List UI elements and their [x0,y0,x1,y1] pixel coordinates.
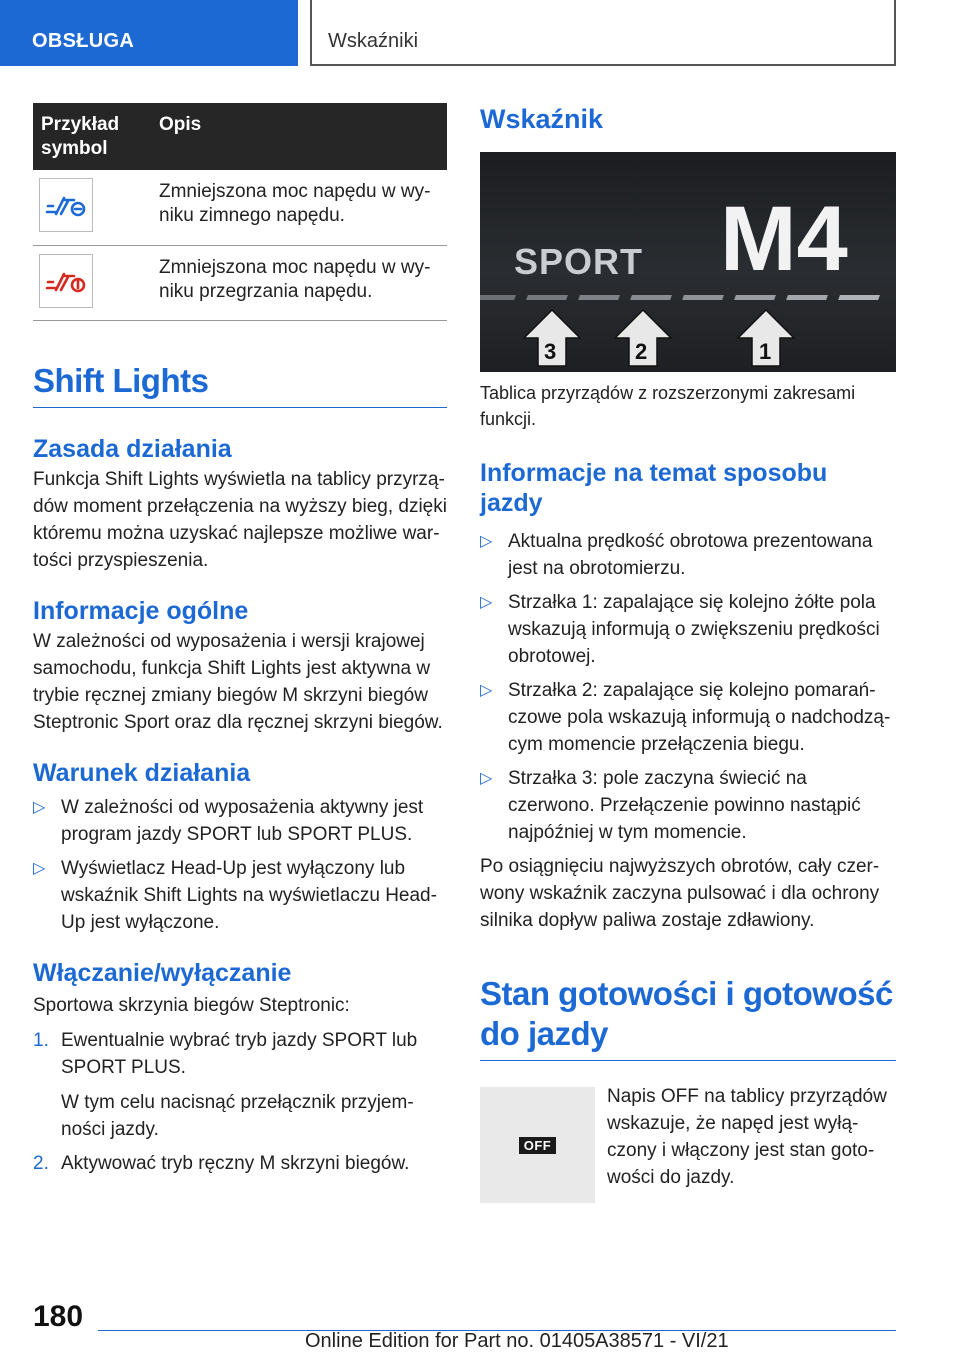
column-header-symbol: Przykład symbol [33,103,151,170]
list-item: ▷ Strzałka 2: zapalające się kolejno pomarańczowe pola wskazują informują o nadchodzącym momencie przełączenia biegu. [480,677,896,758]
principle-text: Funkcja Shift Lights wyświetla na tablicy przyrządów moment przełączenia na wyższy bieg, dzięki któremu można uzyskać najlepsze możliwe wartości przyspieszenia. [33,468,447,571]
step-number: 1. [33,1029,49,1051]
heading-general: Informacje ogólne [33,596,249,625]
general-text: W zależności od wyposażenia i wersji krajowej samochodu, funkcja Shift Lights jest aktywna w trybie ręcznej zmiany biegów M skrzyni biegów Steptronic Sport oraz dla ręcznej skrzyni biegów. [33,630,443,733]
list-item: ▷ W zależności od wyposażenia aktywny jest program jazdy SPORT lub SPORT PLUS. [33,794,447,848]
off-label: OFF [519,1137,557,1154]
driving-info-list [480,528,896,846]
table-header-row [33,103,447,170]
heading-principle: Zasada działania [33,434,232,463]
reduced-power-overheat-icon [39,254,93,308]
onoff-steps [33,1027,447,1177]
chapter-title: Wskaźniki [328,30,419,52]
symbol-table [33,103,447,321]
model-label: M4 [720,188,848,290]
instrument-cluster-image [480,152,896,372]
heading-onoff: Włączanie/wyłączanie [33,958,292,987]
list-item: ▷ Strzałka 1: zapalające się kolejno żółte pola wskazują informują o zwiększeniu prędkości obrotowej. [480,589,896,670]
list-item: ▷ Wyświetlacz Head-Up jest wyłączony lub wskaźnik Shift Lights na wyświetlaczu Head-Up jest wyłączone. [33,855,447,936]
readiness-text: Napis OFF na tablicy przyrządów wskazuje, że napęd jest wyłączony i włączony jest stan gotowości do jazdy. [607,1086,887,1188]
list-item [33,1150,447,1177]
table-row [33,245,447,320]
chapter-tab [310,0,896,66]
row-description: Zmniejszona moc napędu w wyniku przegrzania napędu. [151,245,447,320]
section-tab [0,0,298,66]
section-title-shift-lights: Shift Lights [33,361,447,408]
sport-mode-label: SPORT [514,241,644,282]
arrow-1-icon [738,310,794,366]
right-column [480,100,896,1203]
arrow-2-icon [615,310,671,366]
list-item: ▷ Aktualna prędkość obrotowa prezentowana jest na obrotomierzu. [480,528,896,582]
onoff-intro: Sportowa skrzynia biegów Steptronic: [33,994,350,1016]
arrow-3-label: 3 [544,339,557,364]
heading-indicator: Wskaźnik [480,104,604,134]
shift-light-bar [480,295,880,300]
step-text: Ewentualnie wybrać tryb jazdy SPORT lub SPORT PLUS. [61,1029,418,1078]
list-item: ▷ Strzałka 3: pole zaczyna świecić na czerwono. Przełączenie powinno nastąpić najpóźniej w tym momencie. [480,765,896,846]
column-header-description: Opis [151,103,447,170]
condition-list [33,794,447,936]
step-number: 2. [33,1152,49,1174]
page-header [0,0,960,66]
arrow-1-label: 1 [759,339,772,364]
image-caption: Tablica przyrządów z rozszerzonymi zakresami funkcji. [480,383,856,429]
reduced-power-cold-icon [39,178,93,232]
edition-text: Online Edition for Part no. 01405A38571 - VI/21 [305,1330,729,1352]
step-text: Aktywować tryb ręczny M skrzyni biegów. [61,1152,410,1174]
page-number: 180 [33,1300,84,1333]
readiness-block [480,1087,896,1203]
heading-condition: Warunek działania [33,758,251,787]
section-title-readiness: Stan gotowości i gotowość do jazdy [480,974,896,1061]
heading-driving-info: Informacje na temat sposobu jazdy [480,459,828,517]
section-title: OBSŁUGA [32,30,135,52]
table-row [33,170,447,245]
driving-info-after: Po osiągnięciu najwyższych obrotów, cały czerwony wskaźnik zaczyna pulsować i dla ochrony silnika dopływ paliwa zostaje zdławiony. [480,856,880,931]
arrow-2-label: 2 [635,339,648,364]
list-item [33,1027,447,1143]
left-column [33,103,447,1184]
off-indicator-image [480,1087,595,1203]
step-subtext: W tym celu nacisnąć przełącznik przyjemności jazdy. [61,1091,414,1140]
row-description: Zmniejszona moc napędu w wyniku zimnego napędu. [151,170,447,245]
arrow-3-icon [524,310,580,366]
